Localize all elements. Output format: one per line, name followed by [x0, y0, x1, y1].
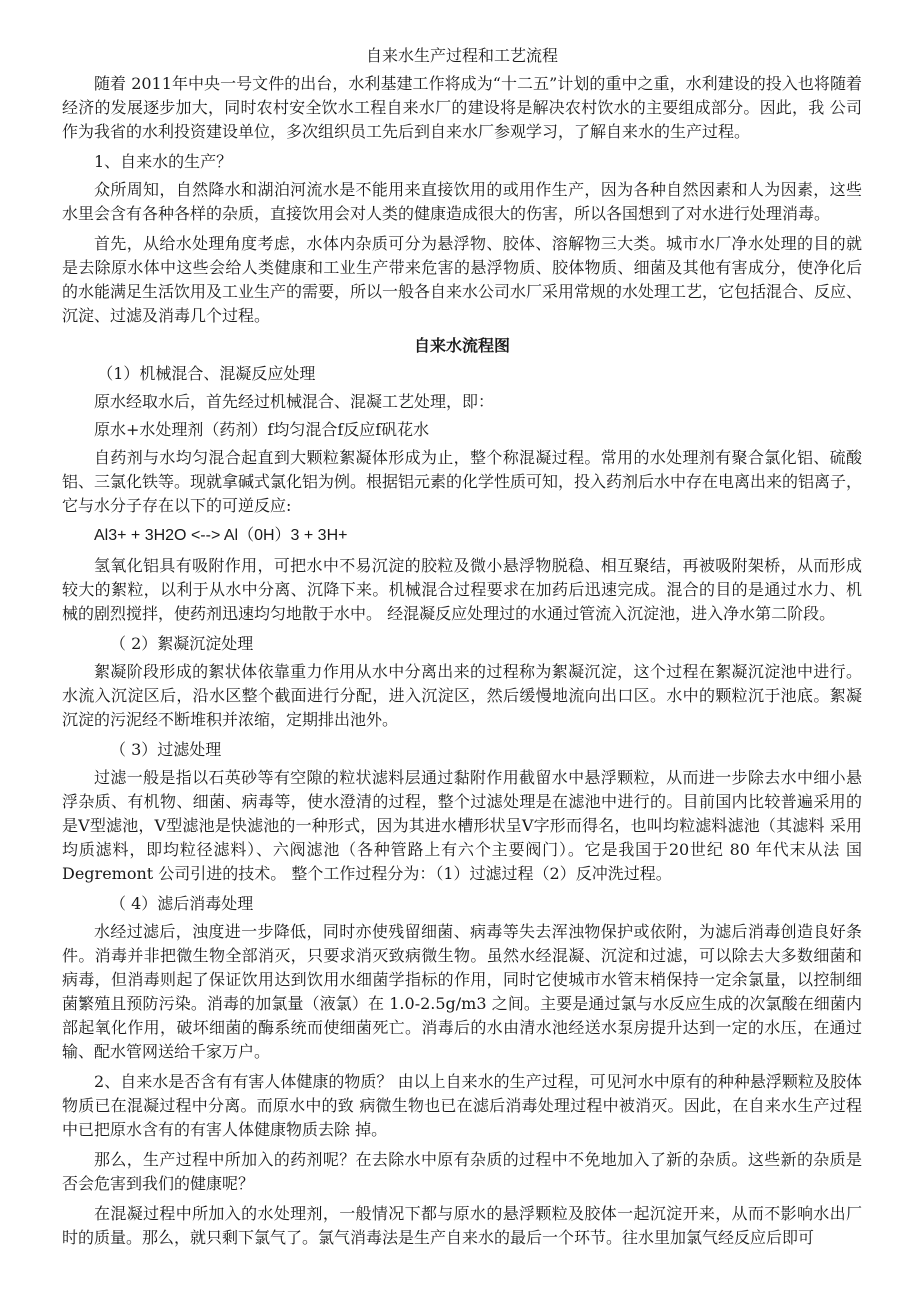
paragraph-3: 那么，生产过程中所加入的药剂呢？在去除水中原有杂质的过程中不免地加入了新的杂质。这些新的杂质是 否会危害到我们的健康呢？ — [62, 1150, 862, 1193]
document-page — [62, 44, 862, 1256]
step4-heading: （ 4）滤后消毒处理 — [110, 894, 254, 913]
step1-paragraph: 自药剂与水均匀混合起直到大颗粒絮凝体形成为止，整个称混凝过程。常用的水处理剂有聚合氯化铝、硫酸 铝、三氯化铁等。现就拿碱式氯化铝为例。根据铝元素的化学性质可知，投入药剂后水中存在电离出来的铝离子， 它与水分子存在以下的可逆反应: — [62, 448, 863, 515]
step2-heading: （ 2）絮凝沉淀处理 — [110, 634, 254, 653]
section-heading-1: 1、自来水的生产？ — [94, 152, 233, 171]
step1-heading: （1）机械混合、混凝反应处理 — [97, 364, 316, 383]
reaction-equation: Al3+ + 3H2O <--> Al（0H）3 + 3H+ — [94, 527, 348, 544]
step2-paragraph: 絮凝阶段形成的絮状体依靠重力作用从水中分离出来的过程称为絮凝沉淀，这个过程在絮凝沉淀池中进行。 水流入沉淀区后，沿水区整个截面进行分配，进入沉淀区，然后缓慢地流向出口区。水中的颗粒沉于池底。絮凝 沉淀的污泥经不断堆积并浓缩，定期排出池外。 — [62, 662, 862, 729]
step1-line1: 原水经取水后，首先经过机械混合、混凝工艺处理，即： — [94, 392, 495, 411]
paragraph-2: 首先，从给水处理角度考虑，水体内杂质可分为悬浮物、胶体、溶解物三大类。城市水厂净水处理的目的就 是去除原水体中这些会给人类健康和工业生产带来危害的悬浮物质、胶体物质、细菌及其他有害成分，使净化后 的水能满足生活饮用及工业生产的需要，所以一般各自来水公司水厂采用常规的水处理工艺，它包括混合、反应、 沉淀、过滤及消毒几个过程。 — [62, 234, 863, 325]
step3-paragraph: 过滤一般是指以石英砂等有空隙的粒状滤料层通过黏附作用截留水中悬浮颗粒，从而进一步除去水中细小悬 浮杂质、有机物、细菌、病毒等，使水澄清的过程，整个过滤处理是在滤池中进行的。目前国内比较普遍采用的 是V型滤池，V型滤池是快滤池的一种形式，因为其进水槽形状呈V字形而得名，也叫均粒滤料滤池（其滤料 采用均质滤料，即均粒径滤料）、六阀滤池（各种管路上有六个主要阀门）。它是我国于20世纪 80 年代末从法 国 Degremont 公司引进的技术。 整个工作过程分为：（1）过滤过程（2）反冲洗过程。 — [62, 768, 862, 883]
step1-paragraph-2: 氢氧化铝具有吸附作用，可把水中不易沉淀的胶粒及微小悬浮物脱稳、相互聚结，再被吸附架桥，从而形成 较大的絮粒，以利于从水中分离、沉降下来。机械混合过程要求在加药后迅速完成。混合的目的是通过水力、机 械的剧烈搅拌，使药剂迅速均匀地散于水中。 经混凝反应处理过的水通过管流入沉淀池，进入净水第二阶段。 — [62, 556, 862, 623]
paragraph-1: 众所周知，自然降水和湖泊河流水是不能用来直接饮用的或用作生产，因为各种自然因素和人为因素，这些 水里会含有各种各样的杂质，直接饮用会对人类的健康造成很大的伤害，所以各国想到了对水进行处理消毒。 — [62, 180, 862, 223]
step4-paragraph: 水经过滤后，浊度进一步降低，同时亦使残留细菌、病毒等失去浑浊物保护或依附，为滤后消毒创造良好条 件。消毒并非把微生物全部消灭，只要求消灭致病微生物。虽然水经混凝、沉淀和过滤，可以除去大多数细菌和 病毒，但消毒则起了保证饮用达到饮用水细菌学指标的作用，同时它使城市水管末梢保持一定余氯量，以控制细 菌繁殖且预防污染。消毒的加氯量（液氯）在 1.0-2.5g/m3 之间。主要是通过氯与水反应生成的次氯酸在细菌内 部起氧化作用，破坏细菌的酶系统而使细菌死亡。消毒后的水由清水池经送水泵房提升达到一定的水压，在通过 输、配水管网送给千家万户。 — [62, 922, 862, 1061]
flow-chart-title: 自来水流程图 — [413, 336, 510, 355]
paragraph-4: 在混凝过程中所加入的水处理剂，一般情况下都与原水的悬浮颗粒及胶体一起沉淀开来，从而不影响水出厂 时的质量。那么，就只剩下氯气了。氯气消毒法是生产自来水的最后一个环节。往水里加氯气经反应后即可 — [62, 1204, 862, 1247]
intro-paragraph: 随着 2011年中央一号文件的出台，水利基建工作将成为“十二五”计划的重中之重，水利建设的投入也将随着经济的发展逐步加大，同时农村安全饮水工程自来水厂的建设将是解决农村饮水的主要组成部分。因此，我 公司作为我省的水利投资建设单位，多次组织员工先后到自来水厂参观学习，了解自来水的生产过程。 — [62, 74, 862, 141]
document-title: 自来水生产过程和工艺流程 — [365, 46, 558, 65]
section-heading-2: 2、自来水是否含有有害人体健康的物质？ 由以上自来水的生产过程，可见河水中原有的种种悬浮颗粒及胶体物质已在混凝过程中分离。而原水中的致 病微生物也已在滤后消毒处理过程中被消灭。因此，在自来水生产过程中已把原水含有的有害人体健康物质去除 掉。 — [62, 1072, 862, 1139]
step1-line2: 原水+水处理剂（药剂）f均匀混合f反应f矾花水 — [94, 420, 430, 439]
step3-heading: （ 3）过滤处理 — [110, 740, 222, 759]
